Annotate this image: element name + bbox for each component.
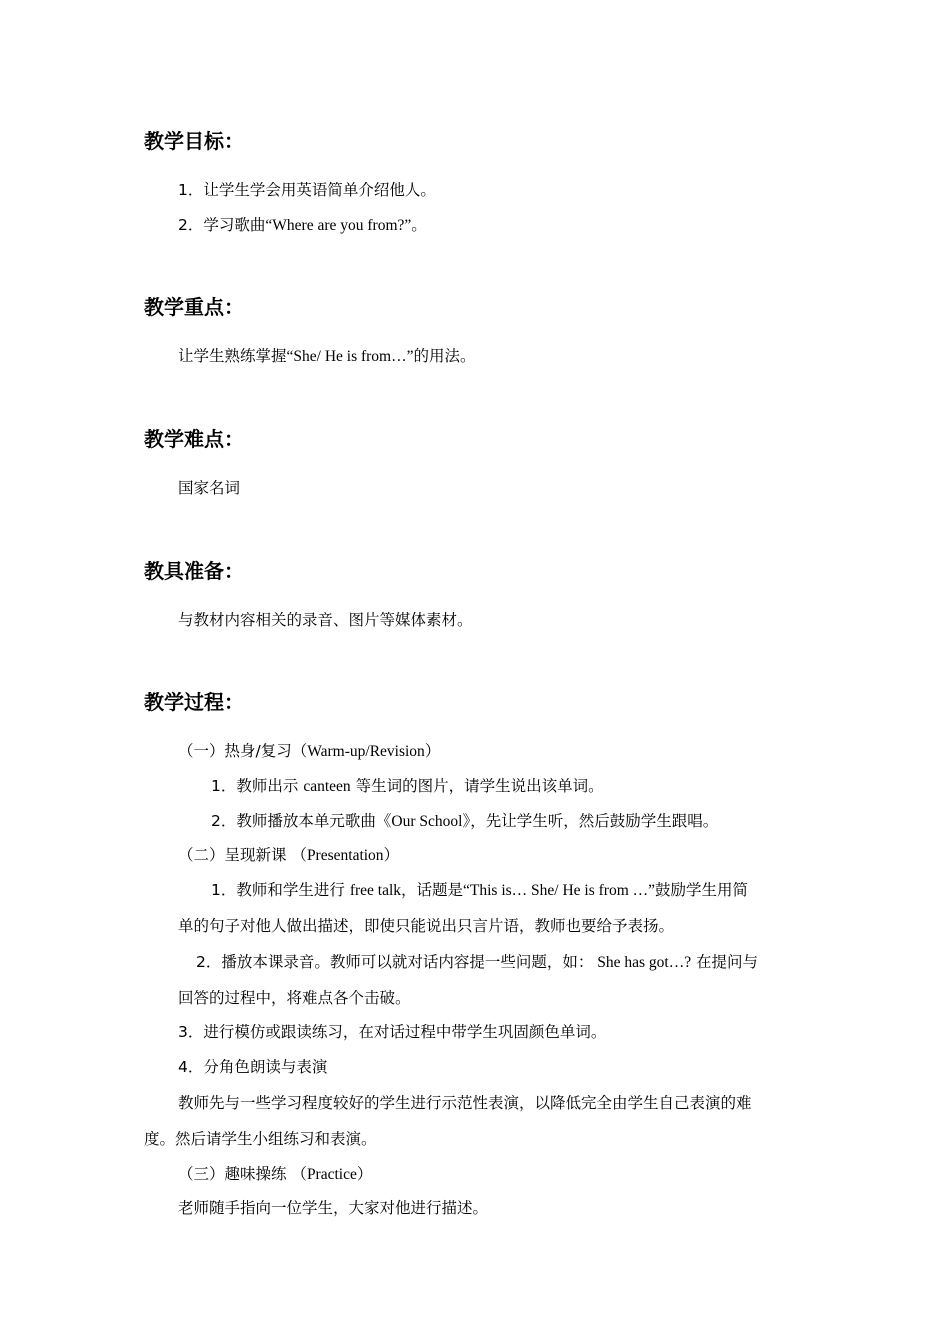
item-number: 1． bbox=[178, 181, 204, 199]
difficulties-text: 国家名词 bbox=[178, 479, 241, 497]
objectives-heading: 教学目标： bbox=[144, 129, 244, 153]
item-number: 3． bbox=[178, 1023, 204, 1041]
item-text: 播放本课录音。教师可以就对话内容提一些问题，如： bbox=[221, 953, 594, 971]
item-text-mid: ，话题是 bbox=[401, 881, 464, 899]
part3-title-post: ） bbox=[356, 1165, 373, 1183]
item-text-end: 。 bbox=[411, 216, 427, 234]
item-text: 教师播放本单元歌曲《 bbox=[236, 812, 392, 830]
key-points-heading: 教学重点： bbox=[144, 295, 244, 319]
item-text-end: 等生词的图片，请学生说出该单词。 bbox=[350, 777, 604, 795]
part3-title-en: Practice bbox=[306, 1166, 357, 1183]
item-text: 教师和学生进行 bbox=[236, 881, 350, 899]
process-part1-title bbox=[178, 740, 440, 763]
item-text: 进行模仿或跟读练习，在对话过程中带学生巩固颜色单词。 bbox=[203, 1023, 607, 1041]
part1-title-en: Warm-up/Revision bbox=[307, 743, 425, 760]
part2-item-1 bbox=[211, 879, 748, 902]
process-heading: 教学过程： bbox=[144, 690, 244, 714]
part1-title-post: ） bbox=[424, 742, 441, 760]
item-number: 2． bbox=[196, 953, 222, 971]
key-points-pre: 让学生熟练掌握 bbox=[178, 347, 287, 365]
part2-paragraph-line-2: 度。然后请学生小组练习和表演。 bbox=[144, 1130, 377, 1148]
item-text: 学习歌曲 bbox=[203, 216, 266, 234]
process-part3-title bbox=[178, 1163, 372, 1186]
part1-item-2 bbox=[211, 810, 718, 833]
key-points-post: 的用法。 bbox=[413, 347, 476, 365]
part2-title-en: Presentation bbox=[306, 847, 384, 864]
item-english: Our School bbox=[391, 813, 463, 830]
item-text: 教师出示 bbox=[236, 777, 304, 795]
item-english: She has got…? bbox=[593, 954, 692, 971]
item-english-1: free talk bbox=[349, 882, 402, 899]
part2-item-2-continued: 回答的过程中，将难点各个击破。 bbox=[178, 989, 411, 1007]
part2-item-4 bbox=[178, 1056, 327, 1078]
part2-item-2 bbox=[196, 951, 758, 974]
part2-title-pre: （二）呈现新课 （ bbox=[178, 846, 307, 864]
item-text: 让学生学会用英语简单介绍他人。 bbox=[203, 181, 436, 199]
item-number: 4． bbox=[178, 1058, 204, 1076]
item-number: 2． bbox=[178, 216, 204, 234]
part2-item-1-continued: 单的句子对他人做出描述，即使只能说出只言片语，教师也要给予表扬。 bbox=[178, 917, 675, 935]
part1-item-1 bbox=[211, 775, 604, 798]
item-text-end: 》，先让学生听，然后鼓励学生跟唱。 bbox=[462, 812, 719, 830]
part2-paragraph-line-1: 教师先与一些学习程度较好的学生进行示范性表演，以降低完全由学生自己表演的难 bbox=[178, 1094, 752, 1112]
process-part2-title bbox=[178, 844, 399, 867]
item-number: 2． bbox=[211, 812, 237, 830]
item-text-end: 鼓励学生用简 bbox=[655, 881, 749, 899]
objective-item-2 bbox=[178, 214, 427, 237]
materials-text: 与教材内容相关的录音、图片等媒体素材。 bbox=[178, 611, 473, 629]
part2-item-3 bbox=[178, 1021, 606, 1043]
part3-title-pre: （三）趣味操练 （ bbox=[178, 1165, 307, 1183]
item-number: 1． bbox=[211, 881, 237, 899]
song-title: “Where are you from?” bbox=[265, 217, 412, 234]
key-points-phrase: “She/ He is from…” bbox=[286, 348, 414, 365]
item-number: 1． bbox=[211, 777, 237, 795]
item-english-2: “This is… She/ He is from …” bbox=[463, 882, 656, 899]
part1-title-pre: （一）热身/复习（ bbox=[178, 742, 308, 760]
item-english: canteen bbox=[303, 778, 351, 795]
part3-text: 老师随手指向一位学生，大家对他进行描述。 bbox=[178, 1199, 489, 1217]
key-points-text bbox=[178, 345, 476, 368]
item-text-end: 在提问与 bbox=[691, 953, 759, 971]
item-text: 分角色朗读与表演 bbox=[203, 1058, 328, 1076]
difficulties-heading: 教学难点： bbox=[144, 427, 244, 451]
materials-heading: 教具准备： bbox=[144, 559, 244, 583]
objective-item-1 bbox=[178, 179, 436, 201]
part2-title-post: ） bbox=[383, 846, 400, 864]
